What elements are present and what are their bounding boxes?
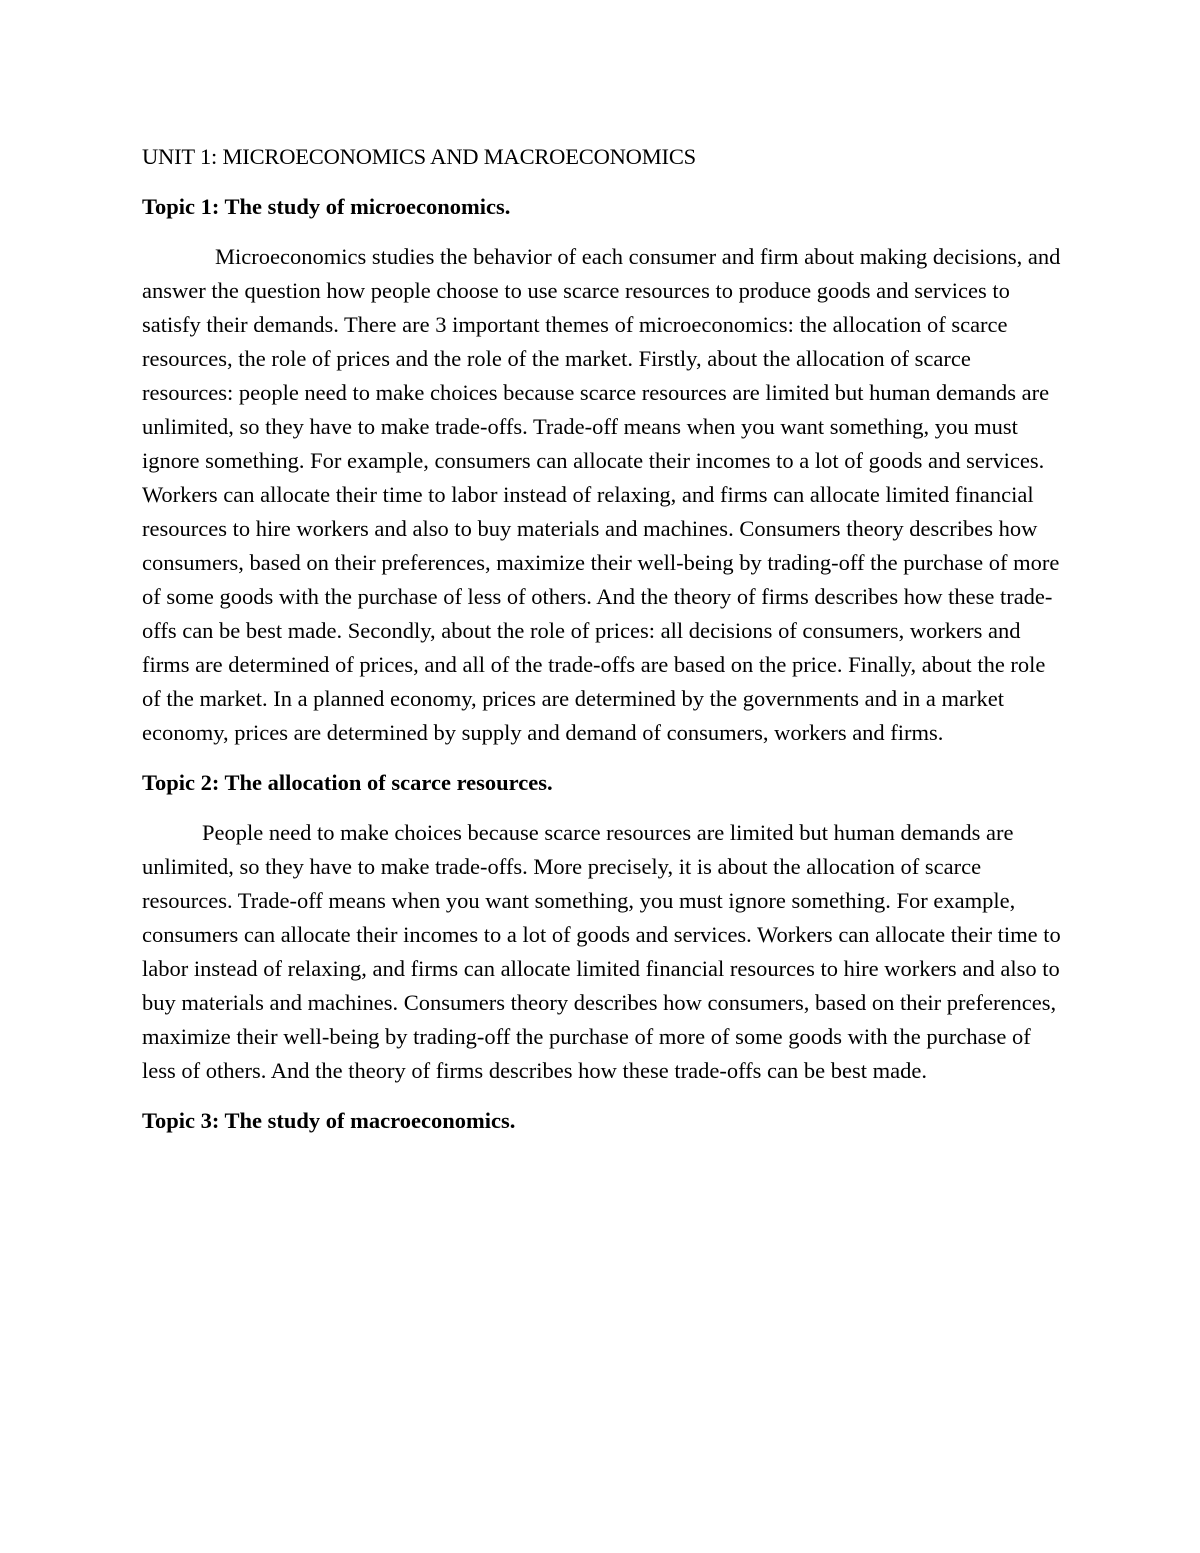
spacer [142,800,1067,816]
unit-title: UNIT 1: MICROECONOMICS AND MACROECONOMICS [142,144,696,169]
spacer [142,750,1067,766]
spacer [142,1088,1067,1104]
topic-2-paragraph: People need to make choices because scarce resources are limited but human demands are unlimited, so they have to make trade-offs. More precisely, it is about the allocation of scarce resources. Trade-off means when you want something, you must ignore something. For example, consumers can allocate their incomes to a lot of goods and services. Workers can allocate their time to labor instead of relaxing, and firms can allocate limited financial resources to hire workers and also to buy materials and machines. Consumers theory describes how consumers, based on their preferences, maximize their well-being by trading-off the purchase of more of some goods with the purchase of less of others. And the theory of firms describes how these trade-offs can be best made. [142,820,1061,1083]
topic-1-heading: Topic 1: The study of microeconomics. [142,194,511,219]
topic-1-paragraph: Microeconomics studies the behavior of each consumer and firm about making decisions, and answer the question how people choose to use scarce resources to produce goods and services to satisfy their demands. There are 3 important themes of microeconomics: the allocation of scarce resources, the role of prices and the role of the market. Firstly, about the allocation of scarce resources: people need to make choices because scarce resources are limited but human demands are unlimited, so they have to make trade-offs. Trade-off means when you want something, you must ignore something. For example, consumers can allocate their incomes to a lot of goods and services. Workers can allocate their time to labor instead of relaxing, and firms can allocate limited financial resources to hire workers and also to buy materials and machines. Consumers theory describes how consumers, based on their preferences, maximize their well-being by trading-off the purchase of more of some goods with the purchase of less of others. And the theory of firms describes how these trade-offs can be best made. Secondly, about the role of prices: all decisions of consumers, workers and firms are determined of prices, and all of the trade-offs are based on the price. Finally, about the role of the market. In a planned economy, prices are determined by the governments and in a market economy, prices are determined by supply and demand of consumers, workers and firms. [142,244,1061,745]
topic-3-heading: Topic 3: The study of macroeconomics. [142,1108,516,1133]
spacer [142,224,1067,240]
document-body [142,140,1067,1138]
topic-2-heading: Topic 2: The allocation of scarce resources. [142,770,553,795]
spacer [142,174,1067,190]
